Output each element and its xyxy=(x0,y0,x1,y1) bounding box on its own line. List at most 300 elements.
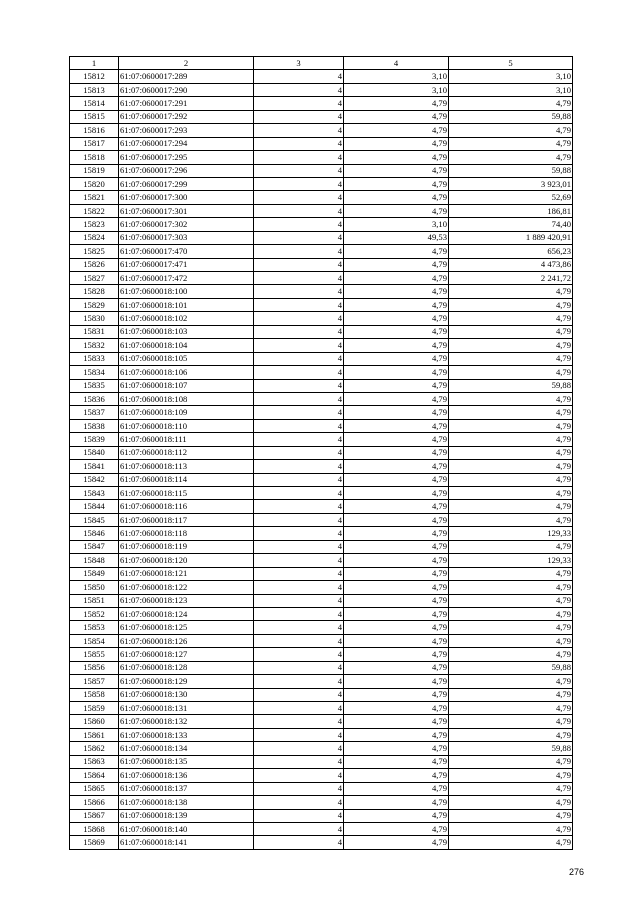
table-cell: 4,79 xyxy=(344,769,449,782)
table-row xyxy=(70,782,573,795)
table-cell: 4,79 xyxy=(449,809,573,822)
table-cell: 61:07:0600018:115 xyxy=(119,487,254,500)
table-cell: 15816 xyxy=(70,124,119,137)
table-row xyxy=(70,607,573,620)
table-cell: 4 xyxy=(254,702,344,715)
table-cell: 4,79 xyxy=(344,581,449,594)
table-cell: 61:07:0600017:293 xyxy=(119,124,254,137)
table-cell: 61:07:0600017:303 xyxy=(119,231,254,244)
table-cell: 4,79 xyxy=(344,540,449,553)
table-cell: 4 xyxy=(254,661,344,674)
table-cell: 61:07:0600018:114 xyxy=(119,473,254,486)
table-cell: 3 923,01 xyxy=(449,177,573,190)
table-cell: 4 xyxy=(254,83,344,96)
table-cell: 61:07:0600018:130 xyxy=(119,688,254,701)
table-cell: 61:07:0600018:106 xyxy=(119,366,254,379)
table-cell: 15812 xyxy=(70,70,119,83)
table-cell: 49,53 xyxy=(344,231,449,244)
table-cell: 4,79 xyxy=(344,460,449,473)
table-body xyxy=(70,70,573,849)
table-cell: 4,79 xyxy=(344,554,449,567)
table-cell: 4,79 xyxy=(449,366,573,379)
table-cell: 4,79 xyxy=(449,621,573,634)
table-cell: 4,79 xyxy=(344,433,449,446)
table-cell: 15817 xyxy=(70,137,119,150)
table-row xyxy=(70,513,573,526)
table-row xyxy=(70,312,573,325)
table-row xyxy=(70,433,573,446)
table-cell: 4,79 xyxy=(344,110,449,123)
table-cell: 61:07:0600018:111 xyxy=(119,433,254,446)
table-cell: 4,79 xyxy=(344,137,449,150)
table-cell: 656,23 xyxy=(449,245,573,258)
table-row xyxy=(70,352,573,365)
table-row xyxy=(70,822,573,835)
table-cell: 15815 xyxy=(70,110,119,123)
table-cell: 4,79 xyxy=(344,702,449,715)
table-cell: 4,79 xyxy=(344,151,449,164)
table-cell: 15822 xyxy=(70,204,119,217)
table-row xyxy=(70,366,573,379)
table-cell: 4 xyxy=(254,715,344,728)
table-cell: 15859 xyxy=(70,702,119,715)
table-cell: 59,88 xyxy=(449,110,573,123)
table-cell: 4 xyxy=(254,177,344,190)
table-cell: 4,79 xyxy=(449,836,573,849)
table-cell: 4,79 xyxy=(344,285,449,298)
table-cell: 15829 xyxy=(70,298,119,311)
table-cell: 4 xyxy=(254,675,344,688)
table-cell: 15820 xyxy=(70,177,119,190)
table-cell: 4 xyxy=(254,567,344,580)
table-cell: 4 xyxy=(254,822,344,835)
table-cell: 61:07:0600018:121 xyxy=(119,567,254,580)
table-row xyxy=(70,836,573,849)
table-cell: 4 xyxy=(254,782,344,795)
table-cell: 4,79 xyxy=(449,352,573,365)
table-cell: 15814 xyxy=(70,97,119,110)
table-cell: 4,79 xyxy=(449,97,573,110)
table-cell: 61:07:0600018:117 xyxy=(119,513,254,526)
table-cell: 61:07:0600018:122 xyxy=(119,581,254,594)
table-cell: 4,79 xyxy=(449,648,573,661)
table-cell: 4,79 xyxy=(449,298,573,311)
table-cell: 4 xyxy=(254,527,344,540)
table-cell: 4 xyxy=(254,419,344,432)
table-cell: 15845 xyxy=(70,513,119,526)
table-row xyxy=(70,446,573,459)
table-cell: 61:07:0600018:136 xyxy=(119,769,254,782)
table-cell: 4,79 xyxy=(449,581,573,594)
table-cell: 4 xyxy=(254,796,344,809)
table-cell: 61:07:0600018:132 xyxy=(119,715,254,728)
table-cell: 4,79 xyxy=(344,473,449,486)
table-row xyxy=(70,204,573,217)
table-cell: 4 xyxy=(254,728,344,741)
table-row xyxy=(70,272,573,285)
table-cell: 52,69 xyxy=(449,191,573,204)
table-cell: 59,88 xyxy=(449,379,573,392)
table-cell: 15831 xyxy=(70,325,119,338)
table-cell: 4 xyxy=(254,218,344,231)
table-cell: 61:07:0600018:116 xyxy=(119,500,254,513)
table-cell: 4,79 xyxy=(344,728,449,741)
table-row xyxy=(70,728,573,741)
table-cell: 61:07:0600017:291 xyxy=(119,97,254,110)
table-cell: 129,33 xyxy=(449,554,573,567)
table-cell: 15858 xyxy=(70,688,119,701)
table-cell: 4,79 xyxy=(344,258,449,271)
table-cell: 61:07:0600018:125 xyxy=(119,621,254,634)
table-cell: 4,79 xyxy=(344,715,449,728)
table-cell: 4,79 xyxy=(449,594,573,607)
table-row xyxy=(70,527,573,540)
table-cell: 4,79 xyxy=(449,702,573,715)
table-cell: 15855 xyxy=(70,648,119,661)
table-cell: 15861 xyxy=(70,728,119,741)
table-cell: 4,79 xyxy=(344,312,449,325)
table-cell: 4 xyxy=(254,204,344,217)
table-cell: 61:07:0600018:138 xyxy=(119,796,254,809)
table-cell: 4,79 xyxy=(449,487,573,500)
table-cell: 4 xyxy=(254,352,344,365)
table-cell: 4,79 xyxy=(449,755,573,768)
table-cell: 61:07:0600018:120 xyxy=(119,554,254,567)
table-cell: 4,79 xyxy=(449,285,573,298)
table-cell: 4 xyxy=(254,460,344,473)
table-row xyxy=(70,231,573,244)
table-cell: 15841 xyxy=(70,460,119,473)
column-header: 3 xyxy=(254,57,344,70)
table-cell: 15835 xyxy=(70,379,119,392)
table-cell: 2 241,72 xyxy=(449,272,573,285)
table-cell: 4,79 xyxy=(344,392,449,405)
table-cell: 4 xyxy=(254,473,344,486)
table-cell: 15869 xyxy=(70,836,119,849)
table-cell: 4,79 xyxy=(344,298,449,311)
table-cell: 15856 xyxy=(70,661,119,674)
table-cell: 4,79 xyxy=(449,715,573,728)
table-cell: 4,79 xyxy=(344,419,449,432)
table-cell: 4,79 xyxy=(449,325,573,338)
table-row xyxy=(70,406,573,419)
table-row xyxy=(70,325,573,338)
table-row xyxy=(70,702,573,715)
table-cell: 15832 xyxy=(70,339,119,352)
table-cell: 4,79 xyxy=(344,796,449,809)
table-cell: 15826 xyxy=(70,258,119,271)
table-row xyxy=(70,70,573,83)
table-cell: 61:07:0600017:302 xyxy=(119,218,254,231)
table-cell: 61:07:0600018:126 xyxy=(119,634,254,647)
table-cell: 15818 xyxy=(70,151,119,164)
table-cell: 61:07:0600018:124 xyxy=(119,607,254,620)
table-cell: 15824 xyxy=(70,231,119,244)
table-cell: 15846 xyxy=(70,527,119,540)
table-row xyxy=(70,339,573,352)
table-row xyxy=(70,621,573,634)
table-row xyxy=(70,594,573,607)
table-cell: 15840 xyxy=(70,446,119,459)
table-cell: 129,33 xyxy=(449,527,573,540)
table-cell: 4 xyxy=(254,634,344,647)
table-cell: 61:07:0600018:105 xyxy=(119,352,254,365)
table-cell: 4,79 xyxy=(344,755,449,768)
table-cell: 4,79 xyxy=(449,540,573,553)
table-cell: 15868 xyxy=(70,822,119,835)
table-cell: 4,79 xyxy=(449,675,573,688)
table-cell: 15833 xyxy=(70,352,119,365)
table-cell: 61:07:0600017:299 xyxy=(119,177,254,190)
table-cell: 4,79 xyxy=(449,473,573,486)
table-cell: 4,79 xyxy=(449,513,573,526)
table-cell: 4,79 xyxy=(449,392,573,405)
table-cell: 4,79 xyxy=(344,567,449,580)
column-header: 1 xyxy=(70,57,119,70)
table-cell: 59,88 xyxy=(449,164,573,177)
table-cell: 4,79 xyxy=(344,446,449,459)
table-row xyxy=(70,755,573,768)
table-row xyxy=(70,151,573,164)
table-cell: 4,79 xyxy=(344,782,449,795)
table-cell: 61:07:0600017:301 xyxy=(119,204,254,217)
table-cell: 4,79 xyxy=(449,419,573,432)
table-cell: 15828 xyxy=(70,285,119,298)
table-cell: 61:07:0600017:472 xyxy=(119,272,254,285)
data-table xyxy=(69,56,573,850)
table-cell: 4 xyxy=(254,809,344,822)
table-cell: 15844 xyxy=(70,500,119,513)
table-cell: 61:07:0600018:141 xyxy=(119,836,254,849)
table-cell: 15842 xyxy=(70,473,119,486)
table-cell: 4 xyxy=(254,607,344,620)
table-cell: 15837 xyxy=(70,406,119,419)
table-cell: 15865 xyxy=(70,782,119,795)
table-cell: 15839 xyxy=(70,433,119,446)
table-row xyxy=(70,460,573,473)
table-cell: 4 xyxy=(254,392,344,405)
table-cell: 4,79 xyxy=(449,688,573,701)
table-cell: 3,10 xyxy=(449,83,573,96)
table-cell: 15836 xyxy=(70,392,119,405)
table-cell: 4,79 xyxy=(344,487,449,500)
table-cell: 4,79 xyxy=(449,433,573,446)
table-cell: 15830 xyxy=(70,312,119,325)
table-row xyxy=(70,473,573,486)
table-cell: 4,79 xyxy=(449,151,573,164)
table-cell: 4 xyxy=(254,446,344,459)
column-header: 4 xyxy=(344,57,449,70)
table-row xyxy=(70,110,573,123)
table-cell: 3,10 xyxy=(344,83,449,96)
table-row xyxy=(70,419,573,432)
table-cell: 1 889 420,91 xyxy=(449,231,573,244)
table-cell: 59,88 xyxy=(449,661,573,674)
table-cell: 4,79 xyxy=(344,527,449,540)
table-row xyxy=(70,540,573,553)
table-cell: 4 xyxy=(254,110,344,123)
table-row xyxy=(70,581,573,594)
table-cell: 4,79 xyxy=(344,513,449,526)
table-cell: 61:07:0600018:131 xyxy=(119,702,254,715)
table-row xyxy=(70,137,573,150)
table-cell: 4 xyxy=(254,312,344,325)
table-row xyxy=(70,634,573,647)
table-cell: 4 xyxy=(254,540,344,553)
table-cell: 4 xyxy=(254,164,344,177)
table-cell: 15819 xyxy=(70,164,119,177)
table-row xyxy=(70,554,573,567)
table-cell: 61:07:0600018:100 xyxy=(119,285,254,298)
table-cell: 186,81 xyxy=(449,204,573,217)
table-row xyxy=(70,164,573,177)
table-cell: 15851 xyxy=(70,594,119,607)
table-cell: 61:07:0600018:140 xyxy=(119,822,254,835)
table-cell: 61:07:0600018:113 xyxy=(119,460,254,473)
table-cell: 4 xyxy=(254,594,344,607)
table-cell: 4 xyxy=(254,648,344,661)
page-number: 276 xyxy=(568,867,584,877)
table-cell: 15863 xyxy=(70,755,119,768)
table-cell: 15850 xyxy=(70,581,119,594)
table-cell: 3,10 xyxy=(449,70,573,83)
table-row xyxy=(70,769,573,782)
table-cell: 61:07:0600018:109 xyxy=(119,406,254,419)
table-cell: 4 473,86 xyxy=(449,258,573,271)
table-cell: 15823 xyxy=(70,218,119,231)
table-cell: 61:07:0600018:139 xyxy=(119,809,254,822)
table-cell: 61:07:0600018:102 xyxy=(119,312,254,325)
table-row xyxy=(70,379,573,392)
table-row xyxy=(70,487,573,500)
table-cell: 4,79 xyxy=(344,809,449,822)
table-cell: 4 xyxy=(254,245,344,258)
table-cell: 4 xyxy=(254,97,344,110)
table-cell: 4,79 xyxy=(344,366,449,379)
table-cell: 4,79 xyxy=(449,137,573,150)
table-cell: 4,79 xyxy=(449,634,573,647)
table-cell: 4 xyxy=(254,433,344,446)
table-cell: 4,79 xyxy=(449,124,573,137)
table-cell: 4,79 xyxy=(344,245,449,258)
table-cell: 61:07:0600018:135 xyxy=(119,755,254,768)
table-cell: 61:07:0600018:107 xyxy=(119,379,254,392)
table-cell: 4 xyxy=(254,70,344,83)
table-cell: 4 xyxy=(254,379,344,392)
table-cell: 4 xyxy=(254,258,344,271)
table-cell: 15860 xyxy=(70,715,119,728)
table-cell: 61:07:0600017:294 xyxy=(119,137,254,150)
table-cell: 4 xyxy=(254,769,344,782)
table-cell: 4 xyxy=(254,272,344,285)
table-cell: 61:07:0600018:101 xyxy=(119,298,254,311)
table-row xyxy=(70,218,573,231)
table-cell: 15854 xyxy=(70,634,119,647)
table-row xyxy=(70,742,573,755)
table-cell: 4,79 xyxy=(344,836,449,849)
table-row xyxy=(70,298,573,311)
table-cell: 15843 xyxy=(70,487,119,500)
table-cell: 74,40 xyxy=(449,218,573,231)
table-cell: 15848 xyxy=(70,554,119,567)
table-row xyxy=(70,675,573,688)
table-cell: 4 xyxy=(254,554,344,567)
table-cell: 61:07:0600018:118 xyxy=(119,527,254,540)
table-cell: 4,79 xyxy=(344,594,449,607)
table-cell: 61:07:0600017:470 xyxy=(119,245,254,258)
table-cell: 4 xyxy=(254,487,344,500)
table-cell: 15864 xyxy=(70,769,119,782)
table-cell: 4 xyxy=(254,366,344,379)
table-cell: 15838 xyxy=(70,419,119,432)
table-cell: 4,79 xyxy=(344,607,449,620)
table-cell: 4 xyxy=(254,688,344,701)
table-cell: 61:07:0600018:134 xyxy=(119,742,254,755)
table-row xyxy=(70,191,573,204)
table-cell: 4,79 xyxy=(344,204,449,217)
table-cell: 15825 xyxy=(70,245,119,258)
table-cell: 15847 xyxy=(70,540,119,553)
table-cell: 4,79 xyxy=(344,352,449,365)
table-cell: 4 xyxy=(254,500,344,513)
table-cell: 4 xyxy=(254,285,344,298)
table-cell: 4,79 xyxy=(344,97,449,110)
table-cell: 61:07:0600018:110 xyxy=(119,419,254,432)
table-cell: 4,79 xyxy=(344,675,449,688)
table-cell: 15853 xyxy=(70,621,119,634)
table-cell: 4 xyxy=(254,191,344,204)
table-cell: 4 xyxy=(254,137,344,150)
table-cell: 4,79 xyxy=(344,661,449,674)
table-cell: 61:07:0600018:103 xyxy=(119,325,254,338)
table-cell: 4,79 xyxy=(449,782,573,795)
table-cell: 61:07:0600018:108 xyxy=(119,392,254,405)
table-cell: 4 xyxy=(254,513,344,526)
table-cell: 4 xyxy=(254,755,344,768)
table-cell: 4 xyxy=(254,621,344,634)
table-cell: 4,79 xyxy=(344,164,449,177)
table-cell: 4,79 xyxy=(344,688,449,701)
table-cell: 61:07:0600018:137 xyxy=(119,782,254,795)
table-cell: 15834 xyxy=(70,366,119,379)
table-row xyxy=(70,661,573,674)
table-cell: 4,79 xyxy=(449,796,573,809)
table-cell: 61:07:0600018:123 xyxy=(119,594,254,607)
table-cell: 15821 xyxy=(70,191,119,204)
table-cell: 4,79 xyxy=(449,567,573,580)
table-cell: 3,10 xyxy=(344,218,449,231)
table-cell: 15852 xyxy=(70,607,119,620)
table-row xyxy=(70,688,573,701)
table-cell: 4,79 xyxy=(344,648,449,661)
table-cell: 4,79 xyxy=(344,379,449,392)
table-cell: 61:07:0600018:129 xyxy=(119,675,254,688)
table-cell: 4 xyxy=(254,836,344,849)
table-cell: 4 xyxy=(254,298,344,311)
table-cell: 4,79 xyxy=(449,500,573,513)
table-cell: 3,10 xyxy=(344,70,449,83)
table-cell: 4,79 xyxy=(344,191,449,204)
table-cell: 61:07:0600018:128 xyxy=(119,661,254,674)
table-row xyxy=(70,285,573,298)
table-cell: 61:07:0600017:471 xyxy=(119,258,254,271)
table-cell: 61:07:0600018:104 xyxy=(119,339,254,352)
table-cell: 15862 xyxy=(70,742,119,755)
table-cell: 4,79 xyxy=(449,607,573,620)
table-cell: 15857 xyxy=(70,675,119,688)
table-cell: 15866 xyxy=(70,796,119,809)
table-cell: 15849 xyxy=(70,567,119,580)
